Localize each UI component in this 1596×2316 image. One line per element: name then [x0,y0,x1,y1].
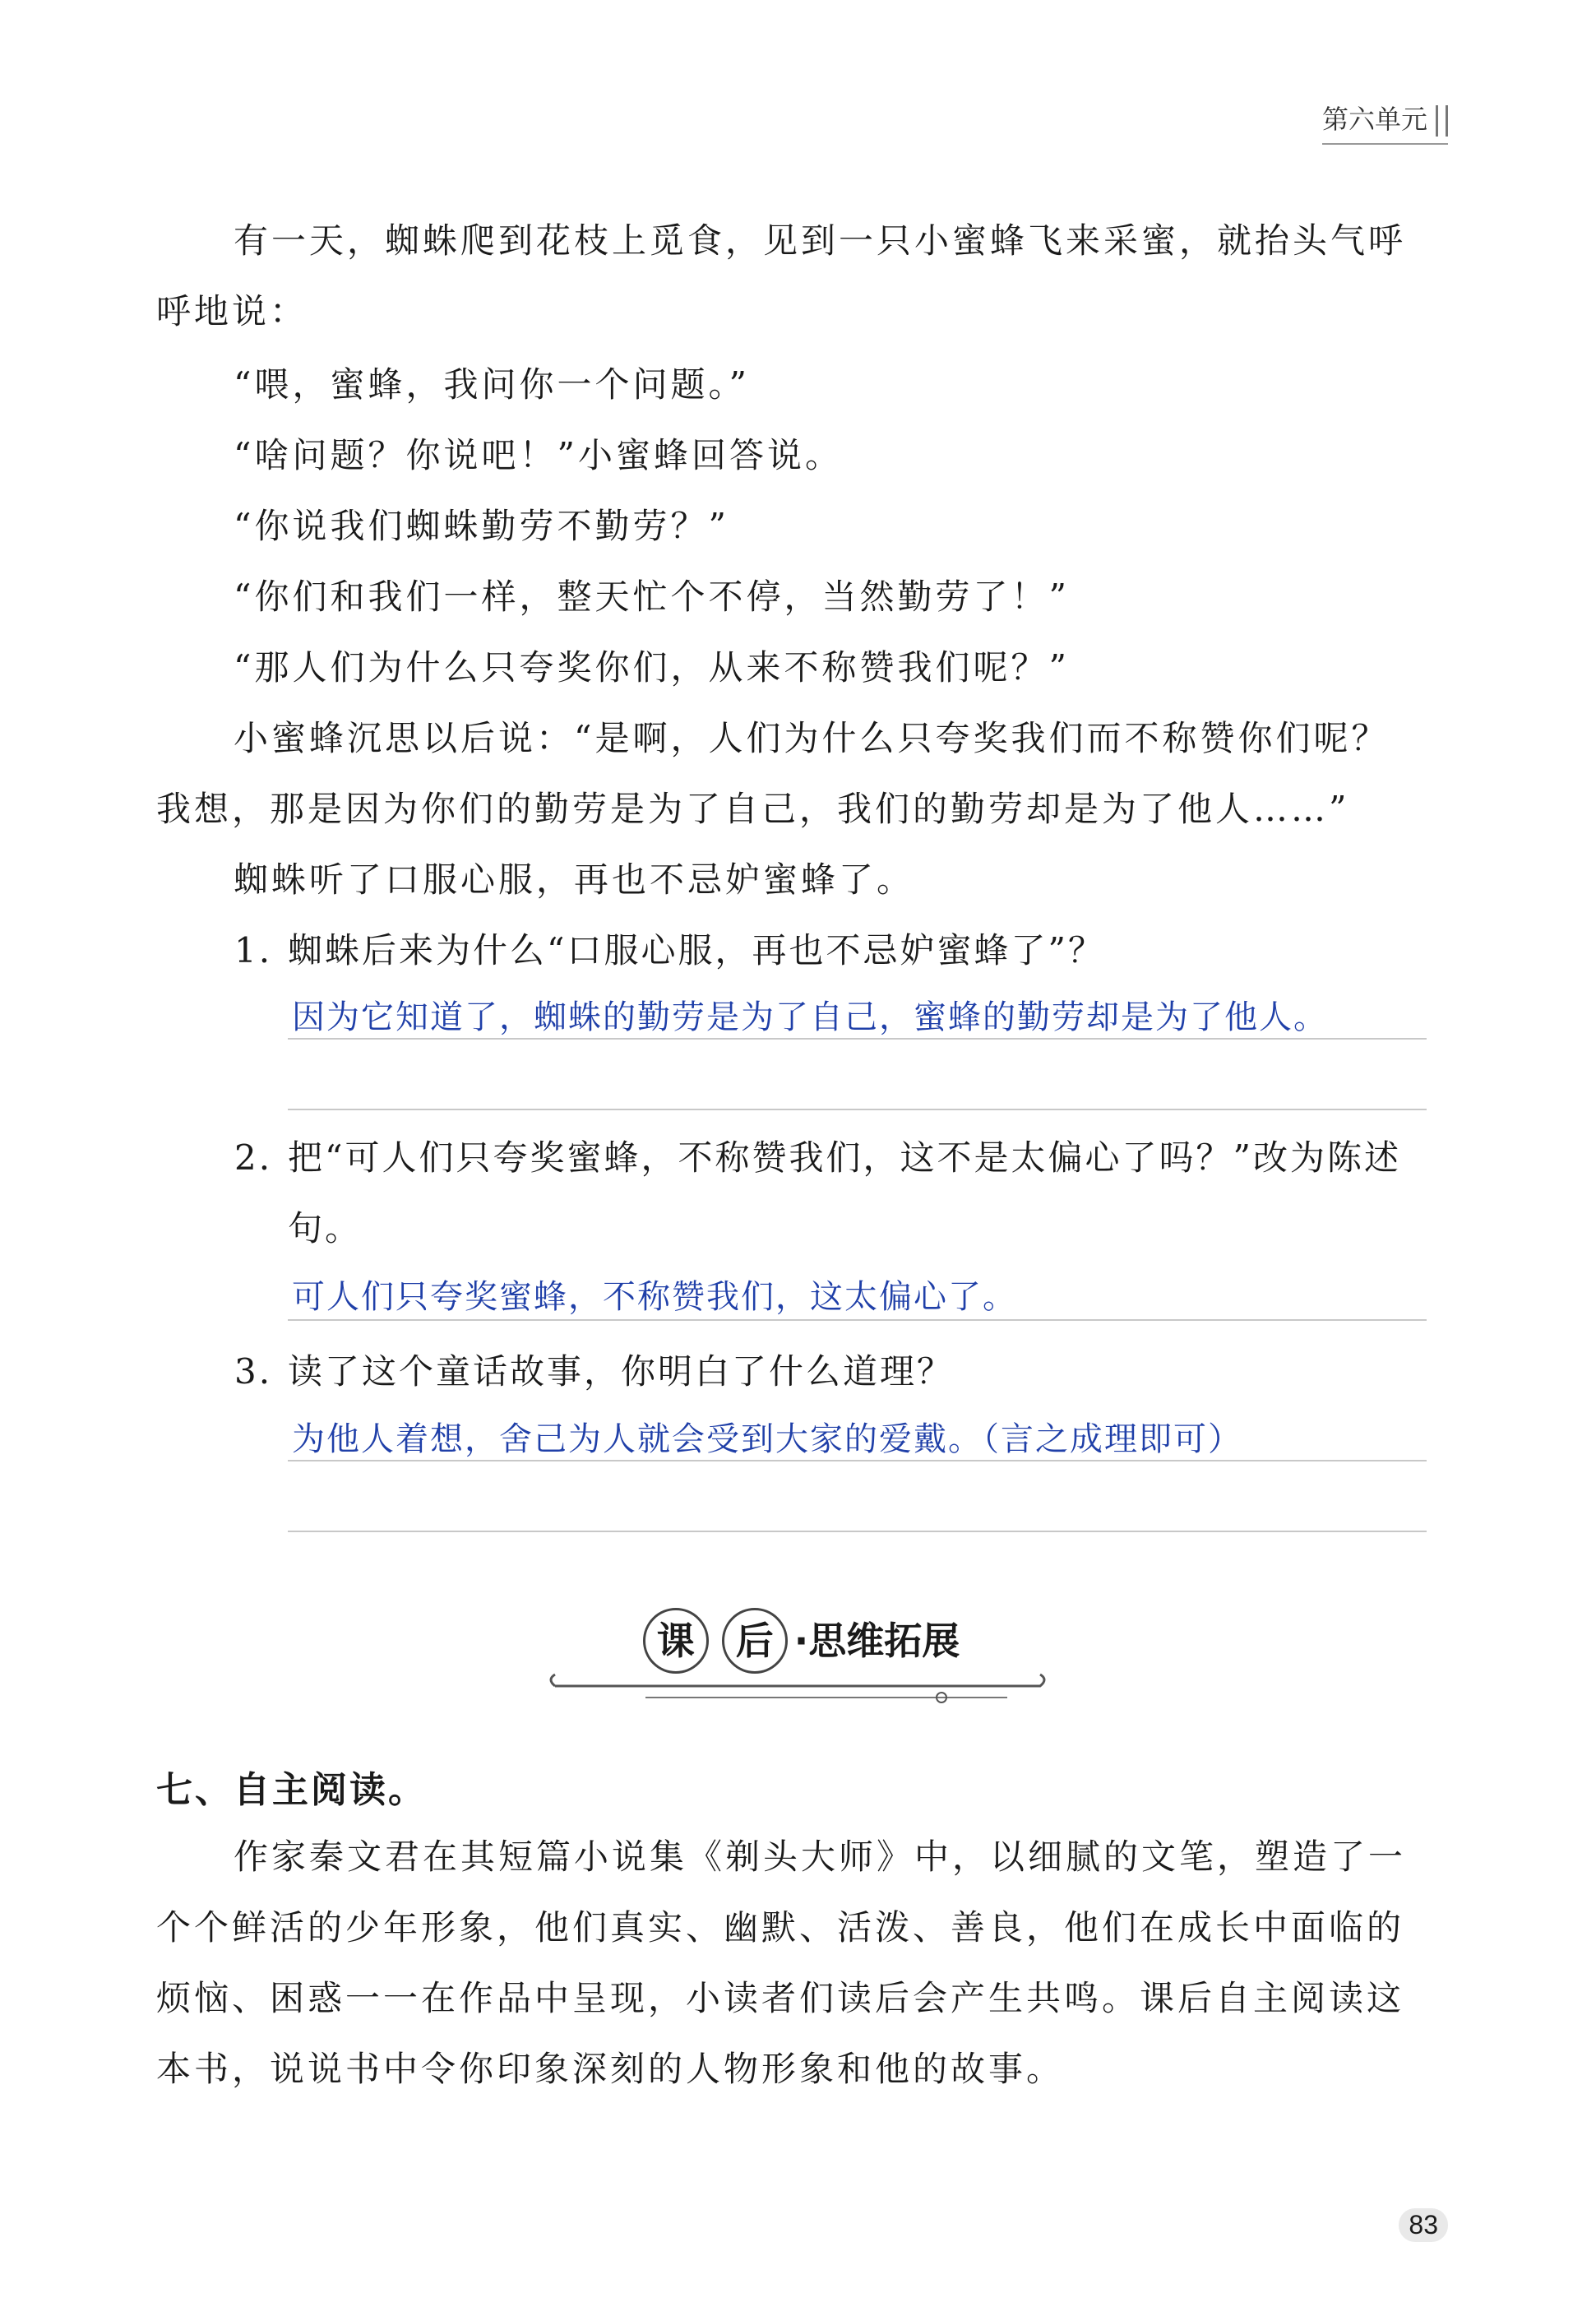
question-number: 2. [234,1137,273,1178]
question-text: 蜘蛛后来为什么“口服心服，再也不忌妒蜜蜂了”？ [288,930,1105,970]
section-title [0,1608,1596,1674]
story-paragraph: 小蜜蜂沉思以后说：“是啊，人们为什么只夸奖我们而不称赞你们呢？我想，那是因为你们的勤劳是为了自己，我们的勤劳却是为了他人……” [156,718,1390,829]
question-text: 读了这个童话故事，你明白了什么道理？ [288,1351,955,1392]
question-number: 1. [234,930,273,970]
story-paragraph: “你说我们蜘蛛勤劳不勤劳？” [234,506,729,546]
section-char: 后 [722,1608,788,1674]
story-paragraph: “喂，蜜蜂，我问你一个问题。” [234,364,750,405]
answer-line [288,1531,1427,1532]
story-paragraph: “你们和我们一样，整天忙个不停，当然勤劳了！” [234,577,1070,617]
section-title-text: ·思维拓展 [793,1619,960,1663]
answer-line [288,1319,1427,1321]
answer-text: 为他人着想，舍己为人就会受到大家的爱戴。（言之成理即可） [292,1420,1242,1458]
story-paragraph: 蜘蛛听了口服心服，再也不忌妒蜜蜂了。 [234,859,915,900]
page-number: 83 [1399,2208,1448,2242]
story-paragraph: “那人们为什么只夸奖你们，从来不称赞我们呢？” [234,647,1070,688]
answer-line [288,1109,1427,1110]
reading-paragraph: 作家秦文君在其短篇小说集《剃头大师》中，以细腻的文笔，塑造了一个个鲜活的少年形象，他们真实、幽默、活泼、善良，他们在成长中面临的烦恼、困惑一一在作品中呈现，小读者们读后会产生共鸣。课后自主阅读这本书，说说书中令你印象深刻的人物形象和他的故事。 [156,1837,1407,2089]
answer-line [288,1038,1427,1040]
unit-bars-icon [1436,105,1448,137]
question-number: 3. [234,1351,273,1392]
unit-label: 第六单元 [1322,99,1448,145]
section-heading: 七、自主阅读。 [156,1769,427,1811]
section-char: 课 [643,1608,709,1674]
answer-line [288,1460,1427,1461]
story-paragraph: 有一天，蜘蛛爬到花枝上觅食，见到一只小蜜蜂飞来采蜜，就抬头气呼呼地说： [156,220,1407,331]
section-ornament-icon [547,1670,1048,1711]
story-paragraph: “啥问题？你说吧！”小蜜蜂回答说。 [234,435,843,475]
question-text: 把“可人们只夸奖蜜蜂，不称赞我们，这不是太偏心了吗？”改为陈述句。 [288,1137,1401,1248]
answer-text: 因为它知道了，蜘蛛的勤劳是为了自己，蜜蜂的勤劳却是为了他人。 [292,998,1328,1036]
answer-text: 可人们只夸奖蜜蜂，不称赞我们，这太偏心了。 [292,1278,1017,1316]
